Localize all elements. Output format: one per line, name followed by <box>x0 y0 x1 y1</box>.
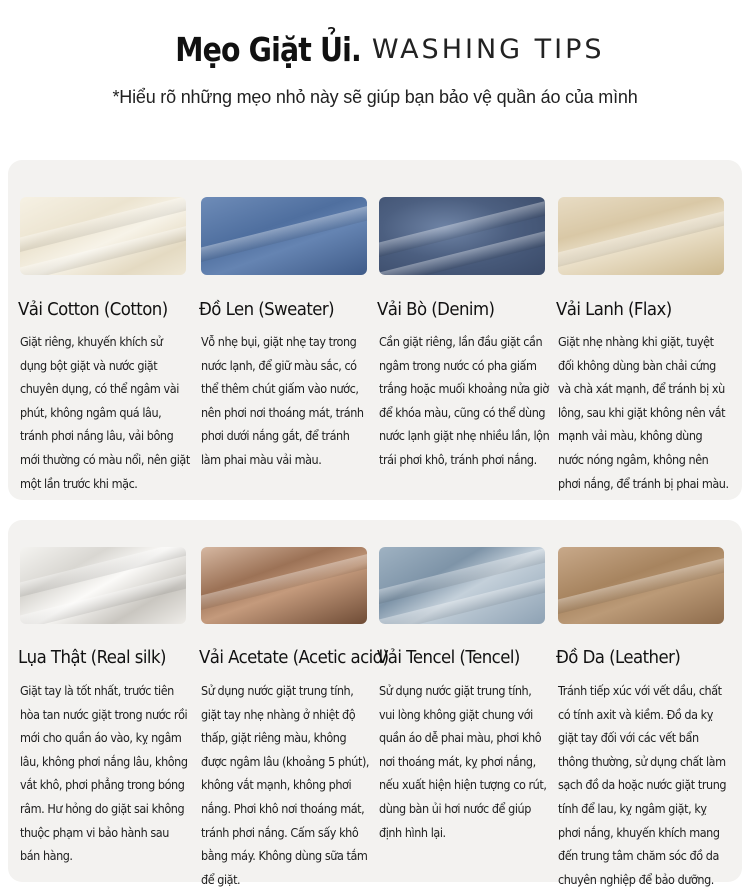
tip-card-description: Sử dụng nước giặt trung tính, giặt tay nhẹ nhàng ở nhiệt độ thấp, giặt riêng màu, không được ngâm lâu (khoảng 5 phút), không vắt mạnh, không phơi nắng. Phơi khô nơi thoáng mát, tránh phơi nắng. Cấm sấy khô bằng máy. Không dùng sữa tắm để giặt. <box>201 683 370 887</box>
tips-section-row-1 <box>8 160 742 500</box>
title-row <box>0 30 750 69</box>
tip-card-description: Cần giặt riêng, lần đầu giặt cần ngâm trong nước có pha giấm trắng hoặc muối khoảng nửa giờ để khóa màu, cũng có thể dùng nước lạnh giặt nhẹ nhiều lần, lộn trái phơi khô, tránh phơi nắng. <box>379 334 550 467</box>
leather-material-image <box>558 547 724 624</box>
title-english: WASHING TIPS <box>371 34 605 65</box>
sweater-fabric-image <box>201 197 367 275</box>
tip-card-title: Vải Tencel (Tencel) <box>377 647 520 668</box>
tip-card-title: Đồ Da (Leather) <box>556 647 681 668</box>
tip-card-description: Giặt nhẹ nhàng khi giặt, tuyệt đối không dùng bàn chải cứng và chà xát mạnh, để tránh bị xù lông, sau khi giặt không nên vắt mạnh vải màu, không dùng nước nóng ngâm, không nên phơi nắng, để tránh bị phai màu. <box>558 334 729 491</box>
tip-card-title: Đồ Len (Sweater) <box>199 299 335 320</box>
tip-card-description: Giặt riêng, khuyến khích sử dụng bột giặt và nước giặt chuyên dụng, có thể ngâm vài phút, không ngâm quá lâu, tránh phơi nắng lâu, vải bông mới thường có màu nổi, nên giặt một lần trước khi mặc. <box>20 334 190 491</box>
cotton-fabric-image <box>20 197 186 275</box>
tip-card-title: Vải Bò (Denim) <box>377 299 495 320</box>
page-header <box>0 0 750 150</box>
tencel-fabric-image <box>379 547 545 624</box>
tip-card-title: Vải Lanh (Flax) <box>556 299 672 320</box>
acetate-fabric-image <box>201 547 367 624</box>
page-subtitle: *Hiểu rõ những mẹo nhỏ này sẽ giúp bạn bảo vệ quần áo của mình <box>112 87 638 107</box>
denim-fabric-image <box>379 197 545 275</box>
title-vietnamese: Mẹo Giặt Ủi. <box>175 30 362 69</box>
tip-card-title: Vải Cotton (Cotton) <box>18 299 168 320</box>
flax-fabric-image <box>558 197 724 275</box>
tip-card-title: Vải Acetate (Acetic acid) <box>199 647 389 668</box>
tip-card-description: Tránh tiếp xúc với vết dầu, chất có tính axit và kiềm. Đồ da kỵ giặt tay đối với các vết bẩn thông thường, sử dụng chất làm sạch đồ da hoặc nước giặt trung tính để lau, kỵ ngâm giặt, kỵ phơi nắng, khuyến khích mang đến trung tâm chăm sóc đồ da chuyên nghiệp để bảo dưỡng. <box>558 683 727 887</box>
tips-section-row-2 <box>8 520 742 887</box>
silk-fabric-image <box>20 547 186 624</box>
tip-card-description: Sử dụng nước giặt trung tính, vui lòng không giặt chung với quần áo dễ phai màu, phơi khô nơi thoáng mát, kỵ phơi nắng, nếu xuất hiện hiện tượng co rút, dùng bàn ủi hơi nước để giúp định hình lại. <box>379 683 547 840</box>
tip-card-description: Giặt tay là tốt nhất, trước tiên hòa tan nước giặt trong nước rồi mới cho quần áo vào, kỵ ngâm lâu, không phơi nắng lâu, không vắt khô, phơi phẳng trong bóng râm. Hư hỏng do giặt sai không thuộc phạm vi bảo hành sau bán hàng. <box>20 683 188 864</box>
tip-card-title: Lụa Thật (Real silk) <box>18 647 166 668</box>
tip-card-description: Vỗ nhẹ bụi, giặt nhẹ tay trong nước lạnh, để giữ màu sắc, có thể thêm chút giấm vào nước, nên phơi nơi thoáng mát, tránh phơi dưới nắng gắt, để tránh làm phai màu vải màu. <box>201 334 364 467</box>
